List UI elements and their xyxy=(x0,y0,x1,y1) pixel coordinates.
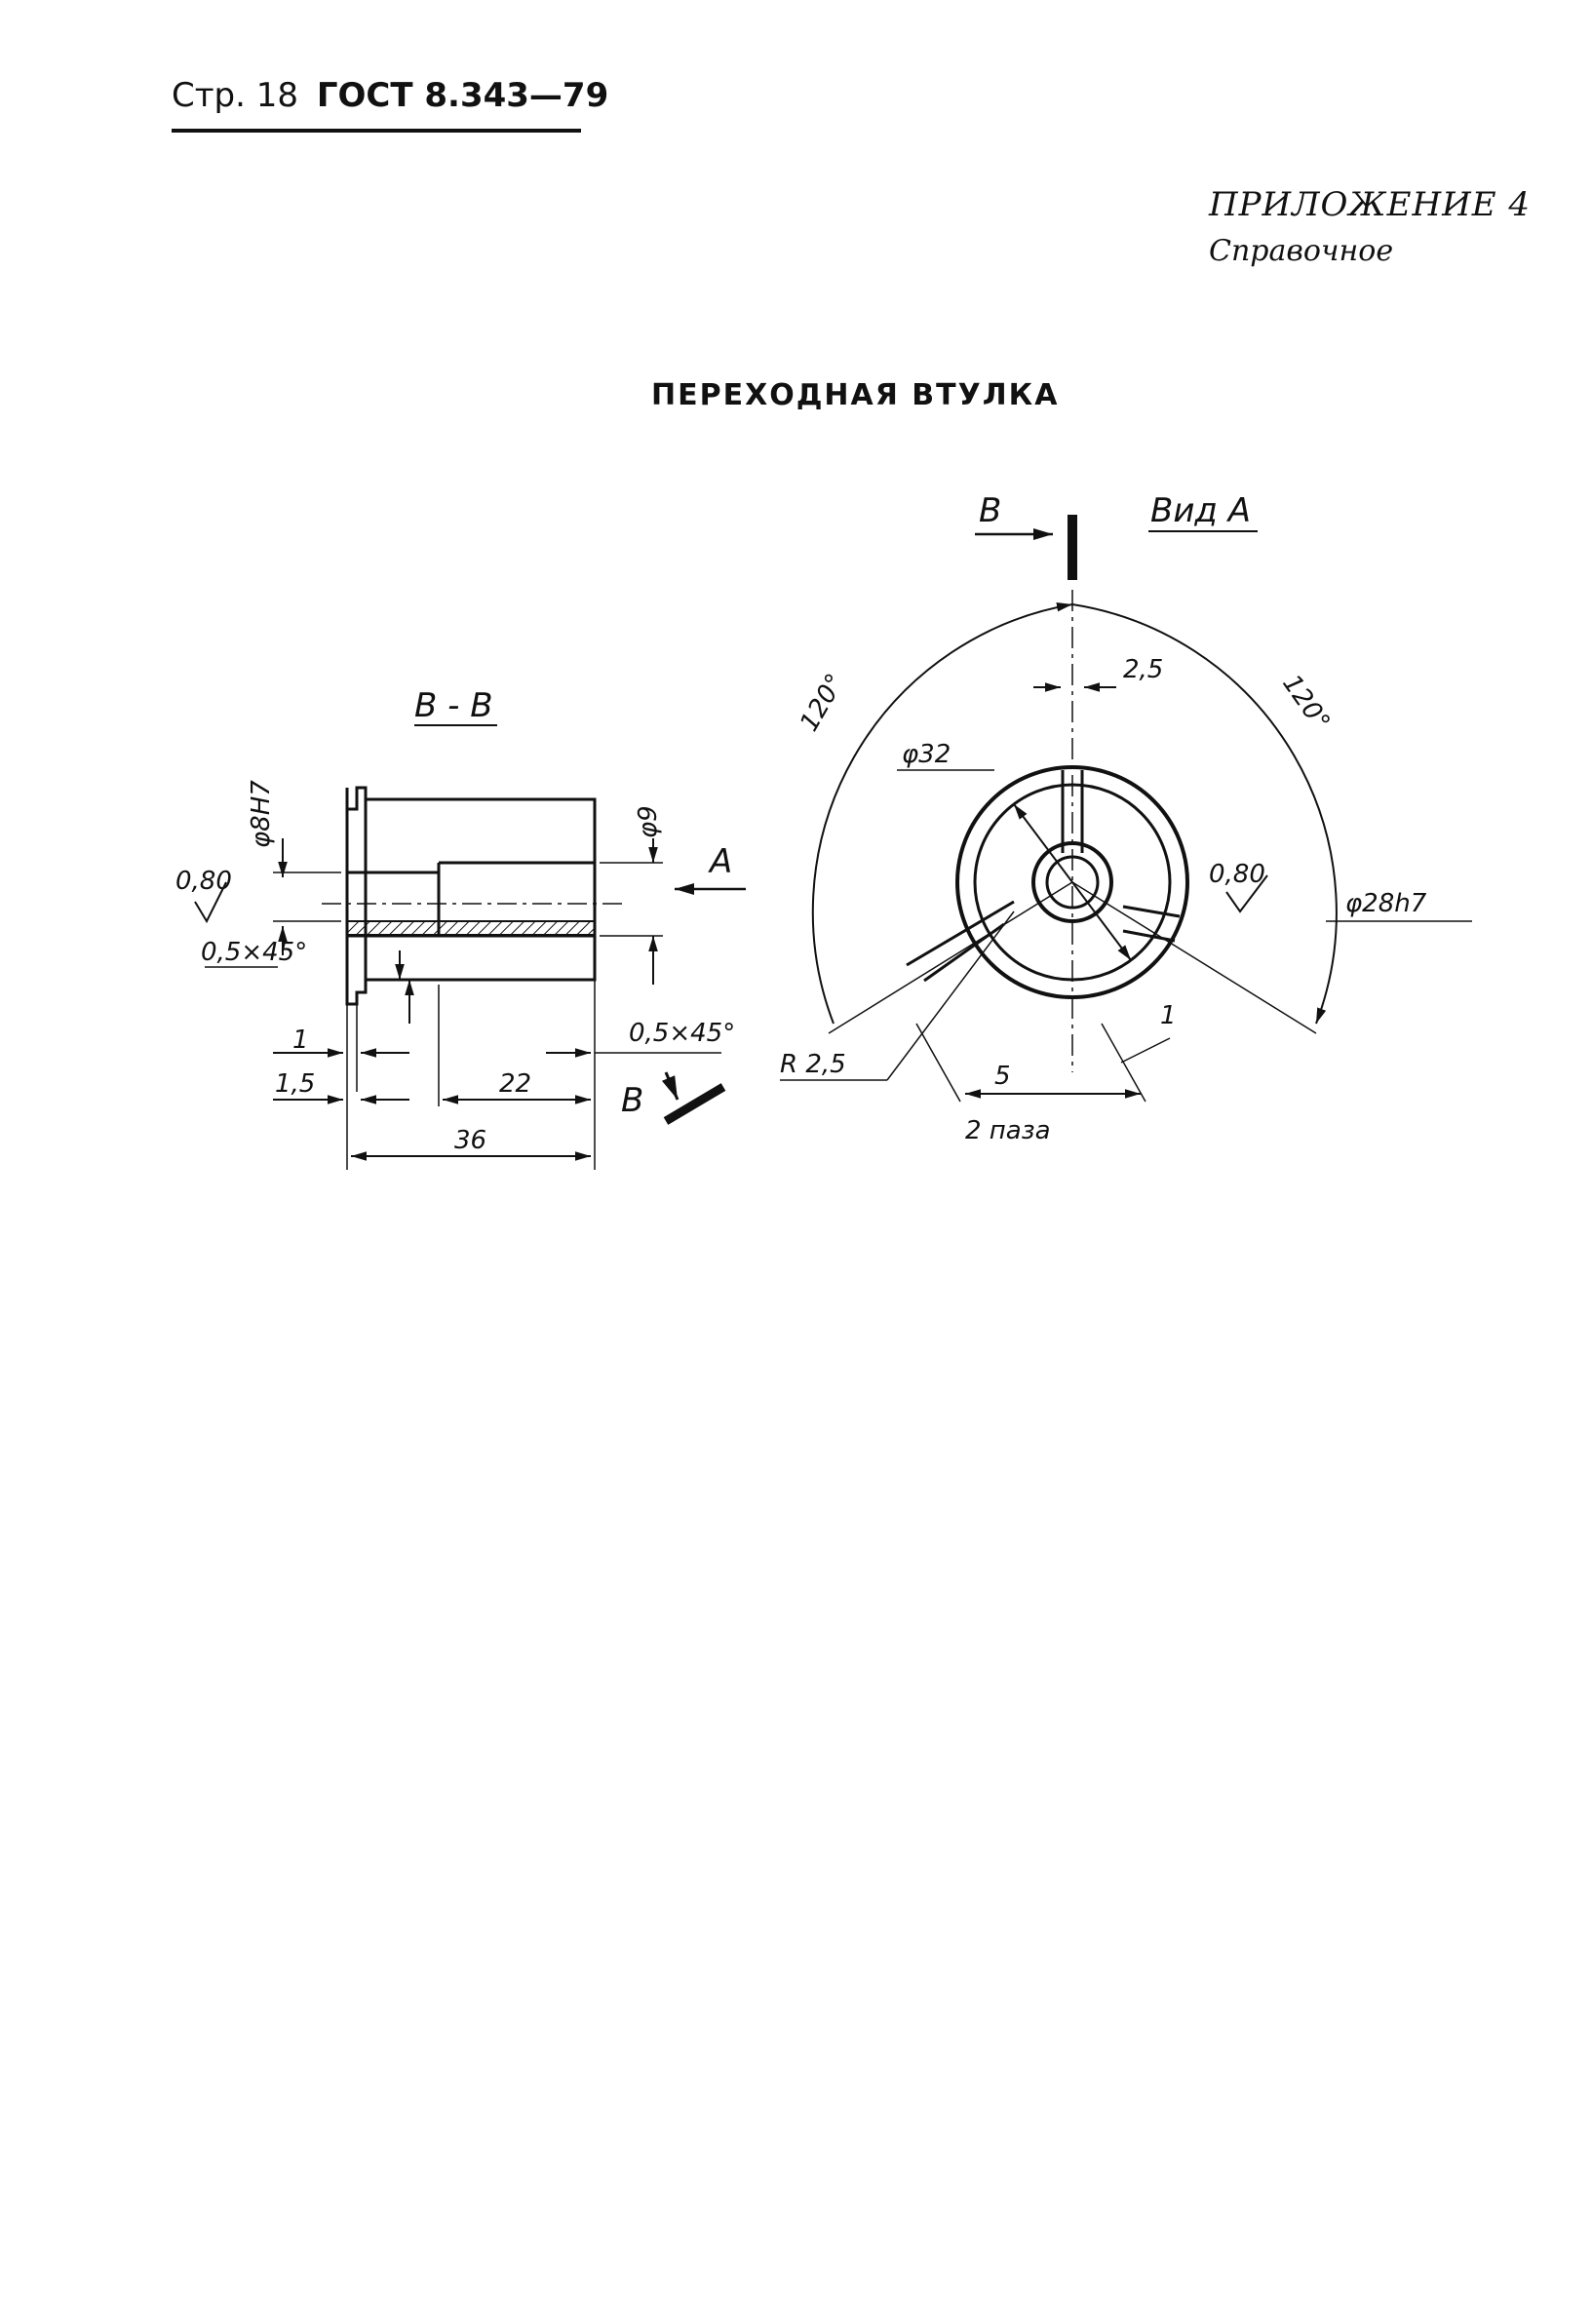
slot-width: 2,5 xyxy=(1123,655,1164,684)
diameter-dim: φ9 xyxy=(634,805,663,838)
section-view-label: В - В xyxy=(414,686,493,725)
dim-5: 5 xyxy=(994,1062,1011,1091)
document-title: ПЕРЕХОДНАЯ ВТУЛКА xyxy=(651,378,1060,412)
dim-22: 22 xyxy=(499,1069,532,1099)
view-arrow-label: А xyxy=(710,842,733,881)
section-mark-top: В xyxy=(979,491,1002,530)
chamfer-left: 0,5×45° xyxy=(201,938,308,967)
angle-right: 120° xyxy=(1276,669,1336,737)
slots-note: 2 паза xyxy=(965,1116,1051,1145)
section-mark-bottom: В xyxy=(621,1081,644,1120)
angle-left: 120° xyxy=(795,669,851,737)
sleeve-outline xyxy=(347,788,595,1004)
view-a xyxy=(780,491,1472,1145)
diameter-outer: φ32 xyxy=(902,740,951,769)
view-a-label: Вид А xyxy=(1150,491,1251,530)
dim-1-view: 1 xyxy=(1160,1001,1177,1030)
section-hatch xyxy=(347,921,595,935)
dim-36: 36 xyxy=(454,1126,487,1155)
chamfer-right: 0,5×45° xyxy=(629,1019,736,1048)
roughness-left: 0,80 xyxy=(175,867,232,896)
dim-1: 1 xyxy=(292,1026,309,1055)
standard-number: ГОСТ 8.343—79 xyxy=(316,76,609,115)
appendix-title: ПРИЛОЖЕНИЕ 4 xyxy=(1209,185,1532,224)
roughness-right: 0,80 xyxy=(1209,860,1265,889)
dim-1-5: 1,5 xyxy=(275,1069,316,1099)
diameter-fit: φ28h7 xyxy=(1345,889,1427,918)
page-number: Стр. 18 xyxy=(172,76,299,115)
radius-dim: R 2,5 xyxy=(780,1050,846,1079)
appendix-subtitle: Справочное xyxy=(1209,234,1394,268)
bore-dim: φ8Н7 xyxy=(247,780,276,848)
section-view xyxy=(175,686,746,1170)
